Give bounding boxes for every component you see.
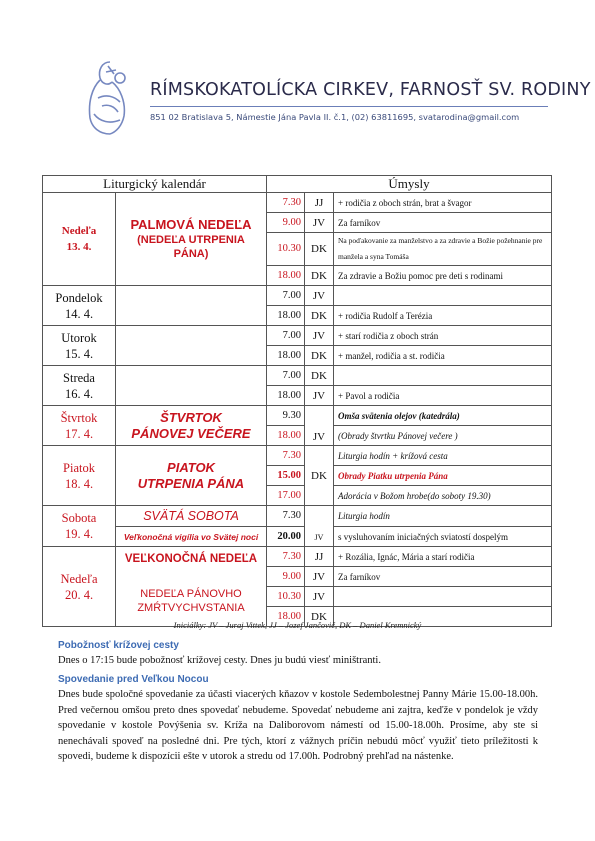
initials-cell: JJ [305,193,334,213]
intention-cell [334,587,552,607]
intention-cell: Adorácia v Božom hrobe(do soboty 19.30) [334,486,552,506]
intention-cell [334,286,552,306]
initials-cell: DK [305,266,334,286]
section-text-confession: Dnes bude spoločné spovedanie za účasti viacerých kňazov v kostole Sedembolestnej Panny Márie 15.00-18.00h. Pred večernou omšou preto dnes spovedať nebudeme. Spovedať nebudeme ani zajtra, keďže v pondelok je vždy spovedanie v kostole Povýšenia sv. Kríža na Daliborovom námestí od 15.00-18.00h. Prosíme, aby ste si nenechávali spoveď na posledné dni. Pre tých, ktorí z vážnych príčin nebudú môcť využiť tieto príležitosti k spovedi, budeme k dispozícii ešte v utorok a stredu od 17.00h. Podrobný prehľad na nástenke. [58,689,538,763]
day-cell: Sobota 19. 4. [43,506,116,547]
day-cell: Streda 16. 4. [43,366,116,406]
intention-cell: + rodičia Rudolf a Terézia [334,306,552,326]
time-cell: 18.00 [267,346,305,366]
time-cell: 9.30 [267,406,305,426]
time-cell: 18.00 [267,266,305,286]
intention-cell [334,366,552,386]
day-cell: Utorok 15. 4. [43,326,116,366]
time-cell: 7.30 [267,193,305,213]
initials-cell: JV [305,213,334,233]
initials-cell: JV [305,587,334,607]
table-row [43,366,552,386]
table-row [43,286,552,306]
initials-cell: JV [305,286,334,306]
intention-cell: (Obrady štvrtku Pánovej večere ) [334,426,552,446]
table-row [43,193,552,213]
vigil-cell: Veľkonočná vigília vo Svätej noci [116,527,267,547]
initials-cell: JJ [305,547,334,567]
table-row [43,506,552,527]
event-cell [116,326,267,366]
initials-cell: DK [305,607,334,627]
intention-cell: s vysluhovaním iniciačných sviatostí dospelým [334,527,552,547]
time-cell: 7.00 [267,326,305,346]
day-cell: Piatok 18. 4. [43,446,116,506]
initials-cell: JV [305,406,334,446]
schedule-table [42,175,552,627]
intention-cell: + rodičia z oboch strán, brat a švagor [334,193,552,213]
time-cell: 17.00 [267,486,305,506]
time-cell: 7.00 [267,286,305,306]
table-header-row [43,176,552,193]
intention-cell: Liturgia hodín + krížová cesta [334,446,552,466]
intention-cell: Obrady Piatku utrpenia Pána [334,466,552,486]
parish-address: 851 02 Bratislava 5, Námestie Jána Pavla II. č.1, (02) 63811695, svatarodina@gmail.com [150,112,520,122]
initials-cell: DK [305,306,334,326]
initials-cell: JV [305,386,334,406]
intention-cell: Liturgia hodín [334,506,552,527]
intention-cell: Za farníkov [334,213,552,233]
table-row [43,326,552,346]
initials-note: Iniciálky: JV – Juraj Vittek, JJ – Jozef Jančovič, DK – Daniel Kremnický [173,620,422,630]
time-cell: 18.00 [267,306,305,326]
parish-title: RÍMSKOKATOLÍCKA CIRKEV, FARNOSŤ SV. RODINY [150,80,591,100]
intention-cell: + manžel, rodičia a st. rodičia [334,346,552,366]
event-cell: SVÄTÁ SOBOTA [116,506,267,527]
time-cell: 9.00 [267,567,305,587]
time-cell: 15.00 [267,466,305,486]
day-cell: Nedeľa 20. 4. [43,547,116,627]
intention-cell: + Pavol a rodičia [334,386,552,406]
event-cell [116,366,267,406]
col-header-intentions: Úmysly [267,176,552,193]
intention-cell: Na poďakovanie za manželstvo a za zdravie a Božie požehnanie pre manžela a syna Tomáša [334,233,552,266]
time-cell: 18.00 [267,386,305,406]
time-cell: 20.00 [267,527,305,547]
day-cell: Pondelok 14. 4. [43,286,116,326]
intention-cell: Za farníkov [334,567,552,587]
time-cell: 10.30 [267,587,305,607]
time-cell: 18.00 [267,607,305,627]
event-cell: PIATOK UTRPENIA PÁNA [116,446,267,506]
holy-family-logo [80,58,140,136]
section-heading-cross: Pobožnosť krížovej cesty [58,640,179,651]
time-cell: 18.00 [267,426,305,446]
section-text-cross: Dnes o 17:15 bude pobožnosť krížovej cesty. Dnes ju budú viesť miništranti. [58,655,381,666]
intention-cell: + Rozália, Ignác, Mária a starí rodičia [334,547,552,567]
initials-cell: JV [305,567,334,587]
time-cell: 7.30 [267,547,305,567]
intention-cell: Omša svätenia olejov (katedrála) [334,406,552,426]
table-row [43,547,552,567]
initials-cell: DK [305,366,334,386]
event-cell [116,286,267,326]
event-cell: ŠTVRTOK PÁNOVEJ VEČERE [116,406,267,446]
col-header-calendar: Liturgický kalendár [43,176,267,193]
event-cell: VEĽKONOČNÁ NEDEĽA NEDEĽA PÁNOVHO ZMŔTVYCHVSTANIA [116,547,267,627]
initials-cell: JV [305,326,334,346]
parish-header [92,60,591,130]
table-row [43,446,552,466]
section-heading-confession: Spovedanie pred Veľkou Nocou [58,674,209,685]
intention-cell: + starí rodičia z oboch strán [334,326,552,346]
day-cell: Štvrtok 17. 4. [43,406,116,446]
event-cell: PALMOVÁ NEDEĽA (NEDEĽA UTRPENIA PÁNA) [116,193,267,286]
header-rule [150,106,548,107]
initials-cell: DK [305,233,334,266]
initials-cell: DK [305,446,334,506]
time-cell: 7.00 [267,366,305,386]
table-row [43,406,552,426]
initials-cell: JV [305,506,334,547]
day-cell: Nedeľa 13. 4. [43,193,116,286]
time-cell: 7.30 [267,506,305,527]
time-cell: 7.30 [267,446,305,466]
initials-cell: DK [305,346,334,366]
table-row [43,527,552,547]
time-cell: 10.30 [267,233,305,266]
intention-cell: Za zdravie a Božiu pomoc pre deti s rodinami [334,266,552,286]
time-cell: 9.00 [267,213,305,233]
